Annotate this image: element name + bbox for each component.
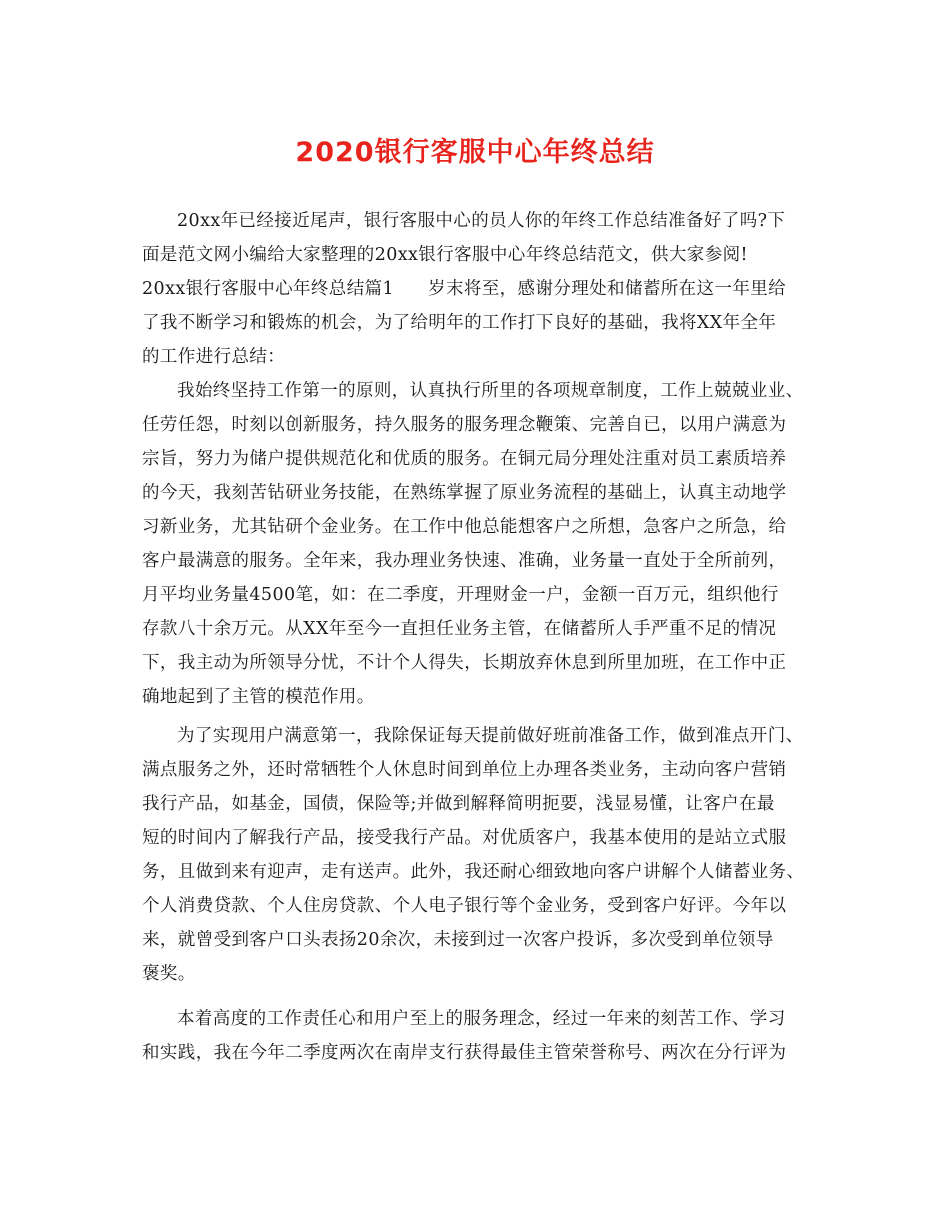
text-line: 宗旨，努力为储户提供规范化和优质的服务。在铜元局分理处注重对员工素质培养 — [142, 449, 787, 469]
text-line: 的今天，我刻苦钻研业务技能，在熟练掌握了原业务流程的基础上，认真主动地学 — [142, 483, 787, 503]
section-heading: 20xx银行客服中心年终总结篇1 — [142, 279, 395, 299]
text-line: 本着高度的工作责任心和用户至上的服务理念，经过一年来的刻苦工作、学习 — [177, 1009, 786, 1029]
text-line: 了我不断学习和锻炼的机会，为了给明年的工作打下良好的基础，我将XX年全年 — [142, 313, 777, 333]
text-line: 客户最满意的服务。全年来，我办理业务快速、准确，业务量一直处于全所前列， — [142, 551, 787, 571]
document-title: 2020银行客服中心年终总结 — [295, 137, 655, 168]
text-line: 习新业务，尤其钻研个金业务。在工作中他总能想客户之所想，急客户之所急，给 — [142, 517, 787, 537]
text-fragment: 岁末将至，感谢分理处和储蓄所在这一年里给 — [428, 279, 787, 299]
text-line: 任劳任怨，时刻以创新服务，持久服务的服务理念鞭策、完善自已，以用户满意为 — [142, 415, 787, 435]
text-line-combined — [142, 272, 814, 306]
text-line: 来，就曾受到客户口头表扬20余次，未接到过一次客户投诉，多次受到单位领导 — [142, 930, 774, 950]
text-line: 我始终坚持工作第一的原则，认真执行所里的各项规章制度，工作上兢兢业业、 — [177, 381, 804, 401]
text-line: 的工作进行总结： — [142, 347, 286, 367]
text-line: 个人消费贷款、个人住房贷款、个人电子银行等个金业务，受到客户好评。今年以 — [142, 896, 787, 916]
text-line: 短的时间内了解我行产品，接受我行产品。对优质客户，我基本使用的是站立式服 — [142, 828, 787, 848]
text-line: 存款八十余万元。从XX年至今一直担任业务主管，在储蓄所人手严重不足的情况 — [142, 619, 777, 639]
text-line: 和实践，我在今年二季度两次在南岸支行获得最佳主管荣誉称号、两次在分行评为 — [142, 1043, 787, 1063]
text-line: 确地起到了主管的模范作用。 — [142, 687, 375, 707]
text-line: 下，我主动为所领导分忧，不计个人得失，长期放弃休息到所里加班，在工作中正 — [142, 653, 787, 673]
text-line: 面是范文网小编给大家整理的20xx银行客服中心年终总结范文，供大家参阅! — [142, 245, 748, 265]
text-line: 我行产品，如基金，国债，保险等;并做到解释简明扼要，浅显易懂，让客户在最 — [142, 794, 775, 814]
text-line: 满点服务之外，还时常牺牲个人休息时间到单位上办理各类业务，主动向客户营销 — [142, 760, 787, 780]
text-line: 月平均业务量4500笔，如：在二季度，开理财金一户，金额一百万元，组织他行 — [142, 585, 779, 605]
text-line: 务，且做到来有迎声，走有送声。此外，我还耐心细致地向客户讲解个人储蓄业务、 — [142, 862, 805, 882]
text-line: 20xx年已经接近尾声，银行客服中心的员人你的年终工作总结准备好了吗?下 — [177, 211, 786, 231]
text-line: 为了实现用户满意第一，我除保证每天提前做好班前准备工作，做到准点开门、 — [177, 726, 804, 746]
text-line: 褒奖。 — [142, 964, 196, 984]
document-body — [142, 204, 814, 1070]
